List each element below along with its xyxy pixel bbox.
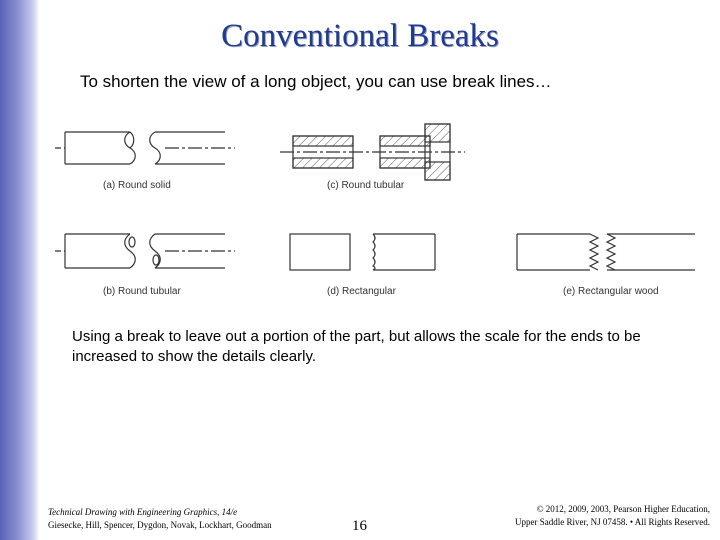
round-tubular-drawing xyxy=(55,234,235,268)
footer-copyright xyxy=(470,503,710,529)
slide-title: Conventional Breaks xyxy=(221,18,499,54)
description-text: Using a break to leave out a portion of the part, but allows the scale for the ends to be increased to show the details clearly. xyxy=(72,328,641,365)
rectangular-drawing xyxy=(290,234,435,270)
footer-book-title: Technical Drawing with Engineering Graphics, 14/e xyxy=(48,507,238,517)
caption-round-solid: (a) Round solid xyxy=(103,180,171,191)
caption-round-tubular-c: (c) Round tubular xyxy=(327,180,405,191)
footer-citation xyxy=(48,506,298,540)
caption-round-tubular-b: (b) Round tubular xyxy=(103,286,181,297)
footer-authors: Giesecke, Hill, Spencer, Dygdon, Novak, Lockhart, Goodman xyxy=(48,520,272,530)
sidebar-gradient xyxy=(0,0,40,540)
round-tubular-section-drawing xyxy=(280,124,465,180)
caption-rectangular: (d) Rectangular xyxy=(327,286,396,297)
rectangular-wood-drawing xyxy=(517,234,695,270)
copyright-line-1: © 2012, 2009, 2003, Pearson Higher Education, xyxy=(536,504,710,514)
caption-rectangular-wood: (e) Rectangular wood xyxy=(563,286,659,297)
page-number: 16 xyxy=(352,518,367,534)
break-lines-figure xyxy=(55,118,695,308)
copyright-line-2: Upper Saddle River, NJ 07458. • All Rights Reserved. xyxy=(514,517,710,527)
round-solid-drawing xyxy=(55,132,235,164)
intro-text: To shorten the view of a long object, you can use break lines… xyxy=(80,72,552,91)
